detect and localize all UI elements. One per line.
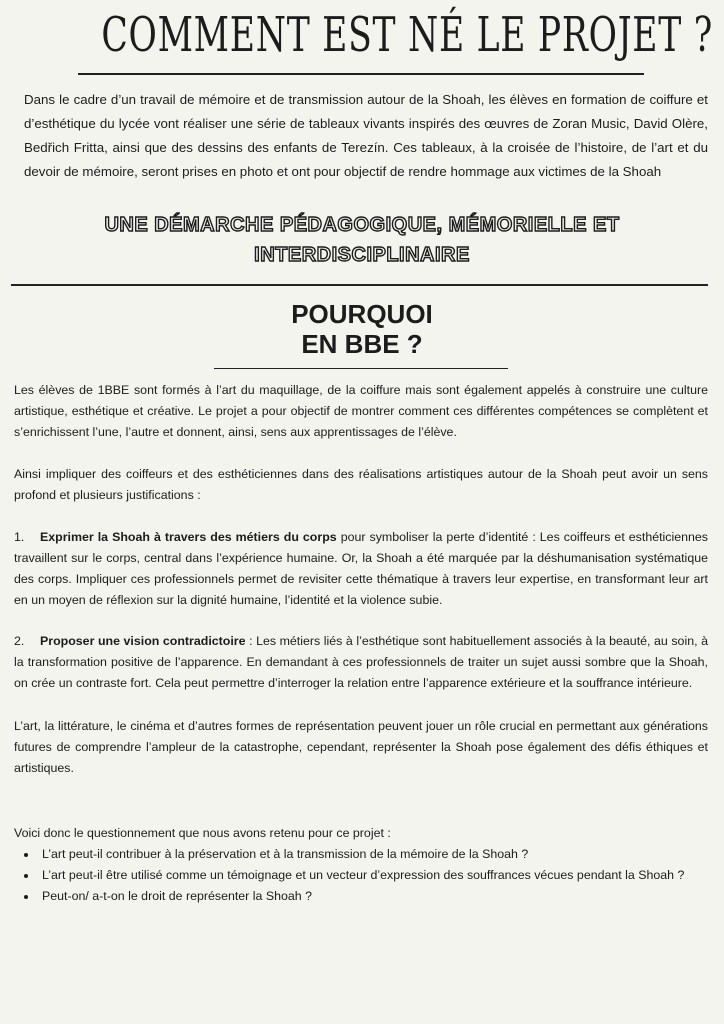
section-heading-line-1: POURQUOI — [291, 299, 433, 329]
heading-underline — [214, 368, 508, 369]
section-subtitle — [60, 210, 664, 270]
subtitle-line-2: INTERDISCIPLINAIRE — [254, 244, 470, 266]
list-item-text: : Les métiers liés à l’esthétique sont habituellement associés à la beauté, au soin, à la transformation positive de l’apparence. En demandant à ces professionnels de traiter un sujet aussi sombre que la Shoah, on crée un contraste fort. Cela peut permettre d’interroger la relation entre l’apparence extérieure et la souffrance intérieure. — [14, 634, 708, 690]
paragraph-justifications: Ainsi impliquer des coiffeurs et des esthéticiennes dans des réalisations artistiques autour de la Shoah peut avoir un sens profond et plusieurs justifications : — [14, 467, 708, 502]
page-title: COMMENT EST NÉ LE PROJET ? — [101, 7, 713, 63]
title-divider — [78, 73, 644, 75]
question-item: • L’art peut-il être utilisé comme un témoignage et un vecteur d’expression des souffrances vécues pendant la Shoah ? — [38, 865, 724, 886]
paragraph-questions-intro: Voici donc le questionnement que nous avons retenu pour ce projet : — [14, 826, 391, 840]
list-number: 2. — [14, 634, 25, 648]
paragraph-students: Les élèves de 1BBE sont formés à l’art du maquillage, de la coiffure mais sont également appelés à construire une culture artistique, esthétique et créative. Le projet a pour objectif de montrer comment ces différentes compétences se complètent et s’enrichissent l’une, l’autre et donnent, ainsi, sens aux apprentissages de l’élève. — [14, 383, 708, 439]
list-item-1 — [14, 527, 708, 611]
paragraph-representation: L’art, la littérature, le cinéma et d’autres formes de représentation peuvent jouer un rôle crucial en permettant aux générations futures de comprendre l’ampleur de la catastrophe, cependant, représenter la Shoah pose également des défis éthiques et artistiques. — [14, 719, 708, 775]
list-number: 1. — [14, 530, 25, 544]
list-item-bold: Exprimer la Shoah à travers des métiers du corps — [40, 530, 337, 544]
section-heading — [0, 299, 724, 359]
section-divider — [11, 284, 708, 286]
question-item: • L’art peut-il contribuer à la préservation et à la transmission de la mémoire de la Shoah ? — [38, 844, 724, 865]
question-item: • Peut-on/ a-t-on le droit de représenter la Shoah ? — [38, 886, 724, 907]
subtitle-line-1: UNE DÉMARCHE PÉDAGOGIQUE, MÉMORIELLE ET — [104, 214, 620, 236]
intro-paragraph: Dans le cadre d’un travail de mémoire et de transmission autour de la Shoah, les élèves en formation de coiffure et d’esthétique du lycée vont réaliser une série de tableaux vivants inspirés des œuvres de Zoran Music, David Olère, Bedřich Fritta, ainsi que des dessins des enfants de Terezín. Ces tableaux, à la croisée de l’histoire, de l’art et du devoir de mémoire, seront prises en photo et ont pour objectif de rendre hommage aux victimes de la Shoah — [24, 92, 708, 179]
section-heading-line-2: EN BBE ? — [301, 329, 423, 359]
list-item-2 — [14, 631, 708, 694]
list-item-bold: Proposer une vision contradictoire — [40, 634, 246, 648]
list-item-text: pour symboliser la perte d’identité : Les coiffeurs et esthéticiennes travaillent sur le corps, central dans l’expérience humaine. Or, la Shoah a été marquée par la déshumanisation systématique des corps. Impliquer ces professionnels permet de revisiter cette thématique à travers leur expertise, en transformant leur art en un moyen de réflexion sur la dignité humaine, l’identité et la violence subie. — [14, 530, 708, 607]
questions-list — [14, 844, 724, 907]
